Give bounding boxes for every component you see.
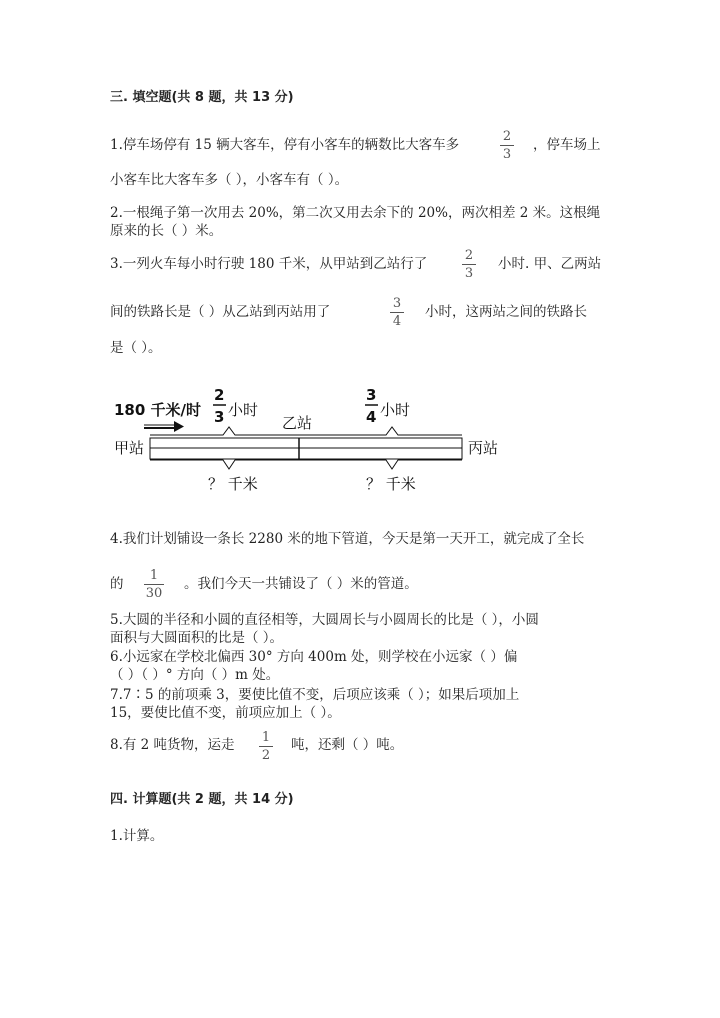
fraction-bar: [390, 312, 404, 313]
q4-line1: 4.我们计划铺设一条长 2280 米的地下管道，今天是第一天开工，就完成了全长: [110, 531, 585, 547]
diagram-hour-1: 小时: [228, 401, 259, 419]
q7-line1: 7.7∶5 的前项乘 3，要使比值不变，后项应该乘（ ）；如果后项加上: [110, 687, 520, 703]
q1-line2: 小客车比大客车多（ ），小客车有（ ）。: [110, 172, 349, 188]
q1-frac-num: 2: [502, 129, 512, 144]
q3-frac2-den: 4: [392, 314, 402, 329]
fraction-bar: [462, 264, 476, 265]
q3-fraction-1: [462, 248, 476, 281]
fraction-bar: [500, 145, 514, 146]
q3-text-a: 3.一列火车每小时行驶 180 千米，从甲站到乙站行了: [110, 256, 428, 272]
q3-text-c: 间的铁路长是（ ）从乙站到丙站用了: [110, 304, 331, 320]
q2-line1: 2.一根绳子第一次用去 20%，第二次又用去余下的 20%，两次相差 2 米。这根绳: [110, 205, 601, 221]
q1-frac-den: 3: [502, 147, 512, 162]
diagram-hour-2: 小时: [380, 401, 411, 419]
q7-line2: 15，要使比值不变，前项应加上（ ）。: [110, 705, 341, 721]
q4-frac-den: 30: [145, 586, 163, 601]
q1-text-b: ，停车场上: [533, 137, 601, 153]
diagram-frac1-den: 3: [214, 408, 225, 426]
q1-fraction: [500, 129, 514, 162]
q6-line2: （ ）（ ）° 方向（ ）m 处。: [110, 667, 280, 683]
q8-fraction: [259, 730, 273, 763]
q8-frac-num: 1: [261, 730, 271, 745]
station-b-label: 乙站: [282, 414, 313, 432]
station-c-label: 丙站: [468, 439, 499, 457]
q3-frac2-num: 3: [392, 296, 402, 311]
s4-q1: 1.计算。: [110, 828, 164, 844]
q6-line1: 6.小远家在学校北偏西 30° 方向 400m 处，则学校在小远家（ ）偏: [110, 649, 518, 665]
diagram-frac1-num: 2: [214, 386, 225, 404]
fraction-bar: [144, 584, 164, 585]
q3-frac1-num: 2: [464, 248, 474, 263]
section-4-title: 四. 计算题(共 2 题，共 14 分): [110, 792, 294, 807]
q4-text-b: 。我们今天一共铺设了（ ）米的管道。: [184, 576, 418, 592]
railway-diagram: [110, 385, 510, 500]
q8-frac-den: 2: [261, 748, 271, 763]
q3-text-b: 小时. 甲、乙两站: [498, 256, 602, 272]
speed-label: 180 千米/时: [114, 401, 202, 419]
q8-text-b: 吨，还剩（ ）吨。: [291, 737, 404, 753]
q1-text-a: 1.停车场停有 15 辆大客车，停有小客车的辆数比大客车多: [110, 137, 460, 153]
q3-fraction-2: [390, 296, 404, 329]
q8-text-a: 8.有 2 吨货物，运走: [110, 737, 235, 753]
lower-brace: [150, 460, 462, 469]
q3-frac1-den: 3: [464, 266, 474, 281]
q3-text-d: 小时，这两站之间的铁路长: [425, 304, 587, 320]
q4-text-a: 的: [110, 576, 124, 592]
fraction-bar: [259, 746, 273, 747]
q5-line1: 5.大圆的半径和小圆的直径相等，大圆周长与小圆周长的比是（ ），小圆: [110, 612, 539, 628]
unknown-distance-2: ？ 千米: [366, 475, 416, 493]
q3-line3: 是（ ）。: [110, 340, 162, 356]
q4-fraction: [144, 568, 164, 601]
q5-line2: 面积与大圆面积的比是（ ）。: [110, 630, 284, 646]
q4-frac-num: 1: [149, 568, 159, 583]
arrow-icon: [144, 421, 184, 432]
q2-line2: 原来的长（ ）米。: [110, 223, 223, 239]
unknown-distance-1: ？ 千米: [208, 475, 258, 493]
diagram-frac2-num: 3: [366, 386, 377, 404]
station-a-label: 甲站: [114, 439, 145, 457]
section-3-title: 三. 填空题(共 8 题，共 13 分): [110, 90, 294, 105]
diagram-frac2-den: 4: [366, 408, 377, 426]
